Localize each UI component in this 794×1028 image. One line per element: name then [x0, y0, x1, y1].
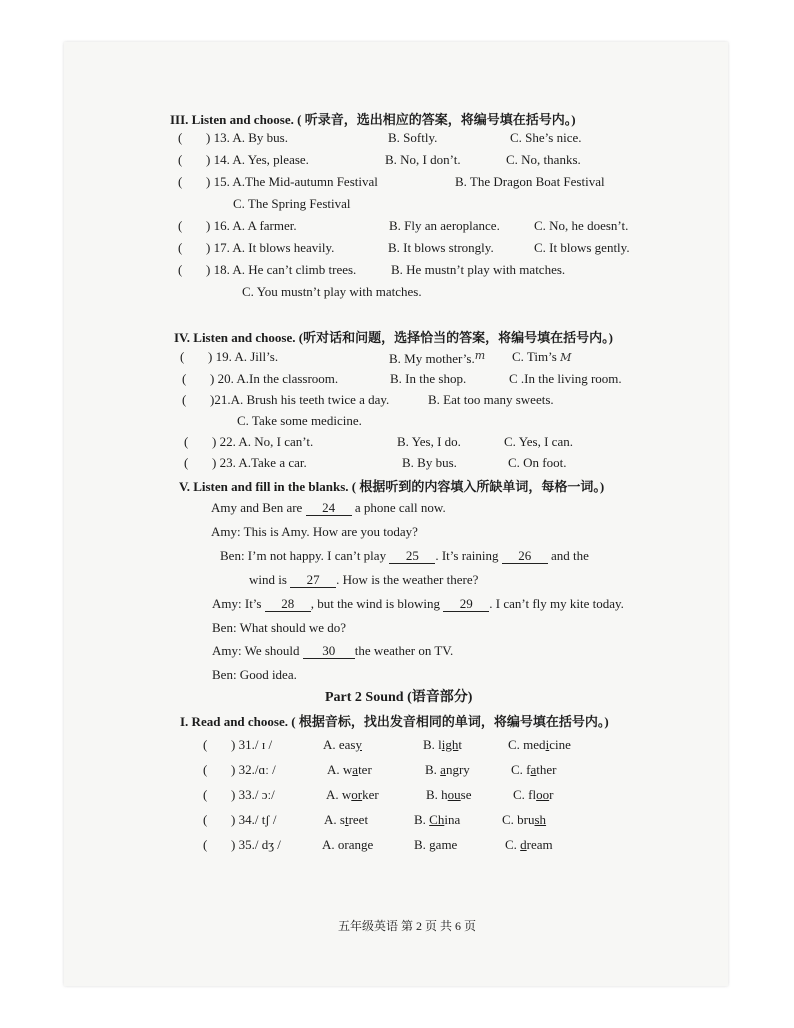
question-13	[178, 130, 288, 146]
dialogue-text: . I can’t fly my kite today.	[489, 596, 624, 611]
q13-option-b: B. Softly.	[388, 130, 438, 145]
word-part: A. orange	[322, 837, 374, 852]
q20-option-c: C .In the living room.	[509, 371, 622, 386]
question-17	[178, 240, 334, 256]
answer-paren[interactable]: (	[178, 130, 183, 145]
q14-option-a: ) 14. A. Yes, please.	[206, 152, 309, 167]
word-part: B.	[414, 812, 430, 827]
q14-option-c: C. No, thanks.	[506, 152, 581, 167]
question-31	[203, 737, 272, 753]
page-footer: 五年级英语 第 2 页 共 6 页	[338, 919, 477, 933]
q34-option-b	[414, 812, 460, 828]
blank-25[interactable]: 25	[389, 549, 435, 564]
dialogue-text: , but the wind is blowing	[310, 596, 441, 611]
question-18	[178, 262, 356, 278]
blank-29[interactable]: 29	[443, 597, 489, 612]
dialogue-text: wind is	[249, 572, 287, 587]
section-3-instruction: ( 听录音，选出相应的答案，将编号填在括号内。)	[297, 112, 576, 127]
word-part: C. fl	[513, 787, 537, 802]
part-2-instruction: ( 根据音标，找出发音相同的单词，将编号填在括号内。)	[291, 714, 609, 729]
q34-option-a	[324, 812, 368, 828]
answer-paren[interactable]: (	[203, 812, 208, 827]
q21-option-c: C. Take some medicine.	[237, 413, 362, 428]
q19-option-a: ) 19. A. Jill’s.	[208, 349, 279, 364]
q34-option-c	[502, 812, 546, 828]
part-2-title: Part 2 Sound (语音部分)	[325, 690, 473, 705]
word-highlight: a	[440, 762, 446, 777]
handwritten-mark: M	[560, 351, 572, 364]
part-2-section-title: I. Read and choose.	[180, 714, 288, 729]
word-highlight: d	[520, 837, 527, 852]
answer-paren[interactable]: (	[184, 434, 189, 449]
dialogue-line-1	[211, 500, 446, 516]
question-16	[178, 218, 297, 234]
dialogue-line-3	[220, 548, 589, 564]
dialogue-line-4	[249, 572, 478, 588]
word-part: se	[460, 787, 472, 802]
question-15	[178, 174, 378, 190]
word-part: B. game	[414, 837, 458, 852]
q19-option-c-wrap	[512, 349, 571, 365]
word-part: A. w	[327, 762, 353, 777]
dialogue-line-5	[212, 596, 624, 612]
q31-option-a	[323, 737, 362, 753]
word-highlight: oo	[536, 787, 550, 802]
q33-option-b	[426, 787, 472, 803]
word-part: ina	[444, 812, 461, 827]
word-part: C. bru	[502, 812, 535, 827]
section-4-title: IV. Listen and choose.	[174, 330, 296, 345]
q18-option-a: ) 18. A. He can’t climb trees.	[206, 262, 357, 277]
word-part: ream	[526, 837, 553, 852]
q15-option-c: C. The Spring Festival	[233, 196, 351, 211]
q16-option-c: C. No, he doesn’t.	[534, 218, 629, 233]
answer-paren[interactable]: (	[178, 240, 183, 255]
dialogue-text: Ben: I’m not happy. I can’t play	[220, 548, 387, 563]
q35-phonetic: ) 35./ dʒ /	[231, 837, 281, 852]
answer-paren[interactable]: (	[178, 218, 183, 233]
section-3-title: III. Listen and choose.	[170, 112, 294, 127]
word-part: r	[549, 787, 554, 802]
part-2-heading	[180, 711, 609, 730]
question-23	[184, 455, 307, 471]
word-highlight: a	[530, 762, 537, 777]
dialogue-text: Amy: It’s	[212, 596, 262, 611]
q14-option-b: B. No, I don’t.	[385, 152, 461, 167]
q17-option-c: C. It blows gently.	[534, 240, 630, 255]
q17-option-b: B. It blows strongly.	[388, 240, 494, 255]
answer-paren[interactable]: (	[203, 787, 208, 802]
q16-option-b: B. Fly an aeroplance.	[389, 218, 500, 233]
q32-option-b	[425, 762, 470, 778]
word-part: ngry	[445, 762, 470, 777]
q32-option-a	[327, 762, 372, 778]
q32-option-c	[511, 762, 557, 778]
answer-paren[interactable]: (	[178, 262, 183, 277]
word-part: C. med	[508, 737, 546, 752]
q13-option-a: ) 13. A. By bus.	[206, 130, 288, 145]
q19-option-b: B. My mother’s.	[389, 351, 475, 366]
word-highlight: i	[545, 737, 550, 752]
dialogue-text: a phone call now.	[354, 500, 446, 515]
handwritten-mark: m	[474, 349, 486, 362]
q20-option-a: ) 20. A.In the classroom.	[210, 371, 339, 386]
q16-option-a: ) 16. A. A farmer.	[206, 218, 297, 233]
dialogue-line-8: Ben: Good idea.	[212, 667, 297, 682]
question-20	[182, 371, 338, 387]
q32-phonetic: ) 32./ɑː /	[231, 762, 276, 777]
dialogue-line-7	[212, 643, 453, 659]
q21-option-a: )21.A. Brush his teeth twice a day.	[210, 392, 390, 407]
word-highlight: or	[351, 787, 363, 802]
blank-28[interactable]: 28	[265, 597, 311, 612]
question-22	[184, 434, 313, 450]
q19-option-c: C. Tim’s	[512, 349, 557, 364]
word-part: A. s	[324, 812, 345, 827]
dialogue-text: the weather on TV.	[354, 643, 454, 658]
q22-option-b: B. Yes, I do.	[397, 434, 461, 449]
word-highlight: a	[352, 762, 359, 777]
answer-paren[interactable]: (	[184, 455, 189, 470]
q18-option-c: C. You mustn’t play with matches.	[242, 284, 422, 299]
section-5-instruction: ( 根据听到的内容填入所缺单词，每格一词。)	[351, 479, 605, 494]
word-highlight: Ch	[429, 812, 445, 827]
word-part: A. eas	[323, 737, 356, 752]
word-part: C.	[505, 837, 521, 852]
answer-paren[interactable]: (	[182, 392, 187, 407]
q17-option-a: ) 17. A. It blows heavily.	[206, 240, 335, 255]
q21-option-b: B. Eat too many sweets.	[428, 392, 554, 407]
blank-24[interactable]: 24	[306, 501, 352, 516]
dialogue-text: and the	[551, 548, 589, 563]
word-highlight: t	[344, 812, 349, 827]
q31-phonetic: ) 31./ ɪ /	[231, 737, 273, 752]
dialogue-line-2: Amy: This is Amy. How are you today?	[211, 524, 418, 539]
dialogue-text: Amy and Ben are	[211, 500, 303, 515]
section-4-heading	[174, 327, 613, 346]
q15-option-b: B. The Dragon Boat Festival	[455, 174, 605, 189]
q35-option-b	[414, 837, 457, 853]
q35-option-a	[322, 837, 373, 853]
answer-paren[interactable]: (	[182, 371, 187, 386]
word-part: B. l	[423, 737, 442, 752]
word-part: ther	[536, 762, 557, 777]
word-part: B.	[425, 762, 441, 777]
q31-option-b	[423, 737, 462, 753]
q20-option-b: B. In the shop.	[390, 371, 467, 386]
q23-option-a: ) 23. A.Take a car.	[212, 455, 307, 470]
word-highlight: y	[355, 737, 362, 752]
q23-option-b: B. By bus.	[402, 455, 457, 470]
answer-paren[interactable]: (	[203, 837, 208, 852]
answer-paren[interactable]: (	[203, 762, 208, 777]
section-5-title: V. Listen and fill in the blanks.	[179, 479, 349, 494]
q35-option-c	[505, 837, 553, 853]
word-part: ter	[358, 762, 372, 777]
word-highlight: sh	[534, 812, 547, 827]
answer-paren[interactable]: (	[178, 174, 183, 189]
word-part: ker	[362, 787, 379, 802]
q23-option-c: C. On foot.	[508, 455, 567, 470]
q33-option-a	[326, 787, 379, 803]
question-32	[203, 762, 276, 778]
question-14	[178, 152, 309, 168]
dialogue-line-6: Ben: What should we do?	[212, 620, 347, 635]
word-highlight: ou	[447, 787, 461, 802]
q15-option-a: ) 15. A.The Mid-autumn Festival	[206, 174, 378, 189]
question-19	[180, 349, 278, 365]
section-4-instruction: (听对话和问题，选择恰当的答案，将编号填在括号内。)	[298, 330, 613, 345]
word-highlight: igh	[441, 737, 459, 752]
question-34	[203, 812, 277, 828]
answer-paren[interactable]: (	[180, 349, 185, 364]
q22-option-c: C. Yes, I can.	[504, 434, 573, 449]
q34-phonetic: ) 34./ tʃ /	[231, 812, 277, 827]
dialogue-text: Amy: We should	[212, 643, 300, 658]
q19-option-b-wrap	[389, 349, 485, 367]
question-35	[203, 837, 281, 853]
dialogue-text: . It’s raining	[435, 548, 499, 563]
blank-26[interactable]: 26	[502, 549, 548, 564]
word-part: t	[458, 737, 463, 752]
q13-option-c: C. She’s nice.	[510, 130, 582, 145]
blank-30[interactable]: 30	[303, 644, 355, 659]
word-part: A. w	[326, 787, 352, 802]
section-5-heading	[179, 476, 604, 495]
question-21	[182, 392, 389, 408]
q31-option-c	[508, 737, 571, 753]
q33-phonetic: ) 33./ ɔː/	[231, 787, 275, 802]
word-part: cine	[549, 737, 571, 752]
word-part: B. h	[426, 787, 448, 802]
section-3-heading	[170, 109, 576, 128]
q18-option-b: B. He mustn’t play with matches.	[391, 262, 566, 277]
answer-paren[interactable]: (	[178, 152, 183, 167]
word-part: reet	[348, 812, 369, 827]
answer-paren[interactable]: (	[203, 737, 208, 752]
dialogue-text: . How is the weather there?	[336, 572, 479, 587]
q22-option-a: ) 22. A. No, I can’t.	[212, 434, 314, 449]
word-part: C. f	[511, 762, 531, 777]
q33-option-c	[513, 787, 553, 803]
question-33	[203, 787, 275, 803]
blank-27[interactable]: 27	[290, 573, 336, 588]
